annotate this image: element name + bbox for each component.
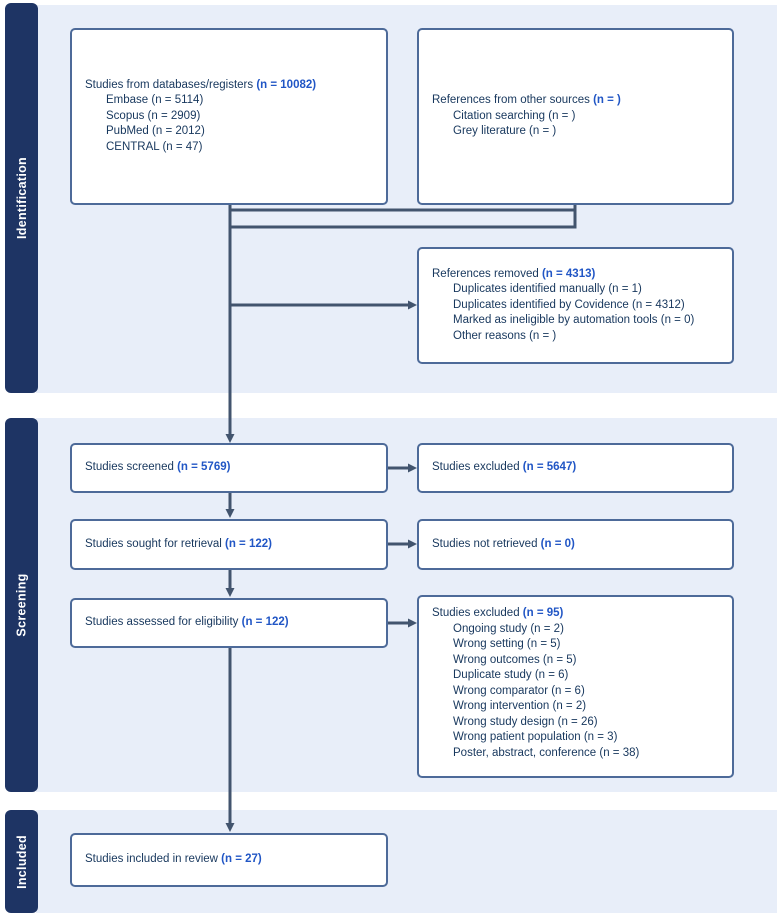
reason-item: Ongoing study (n = 2) [453, 622, 564, 635]
box-title: Studies from databases/registers (n = 10082) [85, 78, 317, 91]
box-studies-from-databases [70, 28, 388, 205]
box-title: References from other sources (n = ) [432, 94, 621, 107]
reason-item: Wrong intervention (n = 2) [453, 700, 587, 712]
reason-item: Wrong comparator (n = 6) [453, 684, 585, 697]
box-title: Studies screened (n = 5769) [85, 461, 231, 474]
stage-label-text: Screening [14, 573, 29, 637]
reason-item: Marked as ineligible by automation tools (n = 0) [453, 314, 695, 327]
box-title: Studies excluded (n = 95) [432, 607, 564, 619]
box-title: Studies included in review (n = 27) [85, 853, 262, 866]
box-references-removed [417, 247, 734, 364]
source-item: Embase (n = 5114) [106, 94, 204, 107]
source-item: CENTRAL (n = 47) [106, 140, 203, 153]
count-value: (n = 122) [225, 537, 272, 550]
count-value: (n = 0) [540, 537, 575, 550]
box-studies-assessed-eligibility [70, 598, 388, 648]
count-value: (n = ) [593, 94, 621, 107]
count-value: (n = 10082) [256, 78, 317, 91]
source-item: Grey literature (n = ) [453, 125, 557, 138]
stage-label-text: Included [14, 834, 29, 889]
count-value: (n = 95) [522, 607, 564, 619]
box-title: Studies excluded (n = 5647) [432, 461, 577, 474]
count-value: (n = 27) [221, 853, 262, 866]
reason-item: Wrong outcomes (n = 5) [453, 653, 577, 666]
box-studies-sought-retrieval [70, 519, 388, 570]
box-studies-excluded-eligibility [417, 595, 734, 778]
reason-item: Poster, abstract, conference (n = 38) [453, 746, 640, 759]
count-value: (n = 122) [241, 616, 289, 629]
box-studies-screened [70, 443, 388, 493]
box-studies-not-retrieved [417, 519, 734, 570]
source-item: PubMed (n = 2012) [106, 125, 205, 138]
box-title: References removed (n = 4313) [432, 267, 596, 280]
count-value: (n = 4313) [541, 267, 596, 280]
stage-label-text: Identification [14, 157, 29, 239]
reason-item: Wrong study design (n = 26) [453, 715, 598, 728]
box-studies-excluded-screening [417, 443, 734, 493]
box-title: Studies sought for retrieval (n = 122) [85, 537, 272, 550]
source-item: Citation searching (n = ) [453, 109, 576, 122]
count-value: (n = 5769) [177, 461, 231, 474]
reason-item: Wrong patient population (n = 3) [453, 731, 618, 743]
box-references-other-sources [417, 28, 734, 205]
source-item: Scopus (n = 2909) [106, 109, 201, 122]
reason-item: Duplicate study (n = 6) [453, 669, 569, 681]
reason-item: Duplicates identified by Covidence (n = 4312) [453, 298, 685, 311]
count-value: (n = 5647) [522, 461, 577, 474]
reason-item: Duplicates identified manually (n = 1) [453, 283, 642, 296]
box-title: Studies assessed for eligibility (n = 122) [85, 616, 289, 629]
box-studies-included-review [70, 833, 388, 887]
reason-item: Wrong setting (n = 5) [453, 638, 561, 650]
box-title: Studies not retrieved (n = 0) [432, 537, 575, 550]
reason-item: Other reasons (n = ) [453, 329, 557, 342]
